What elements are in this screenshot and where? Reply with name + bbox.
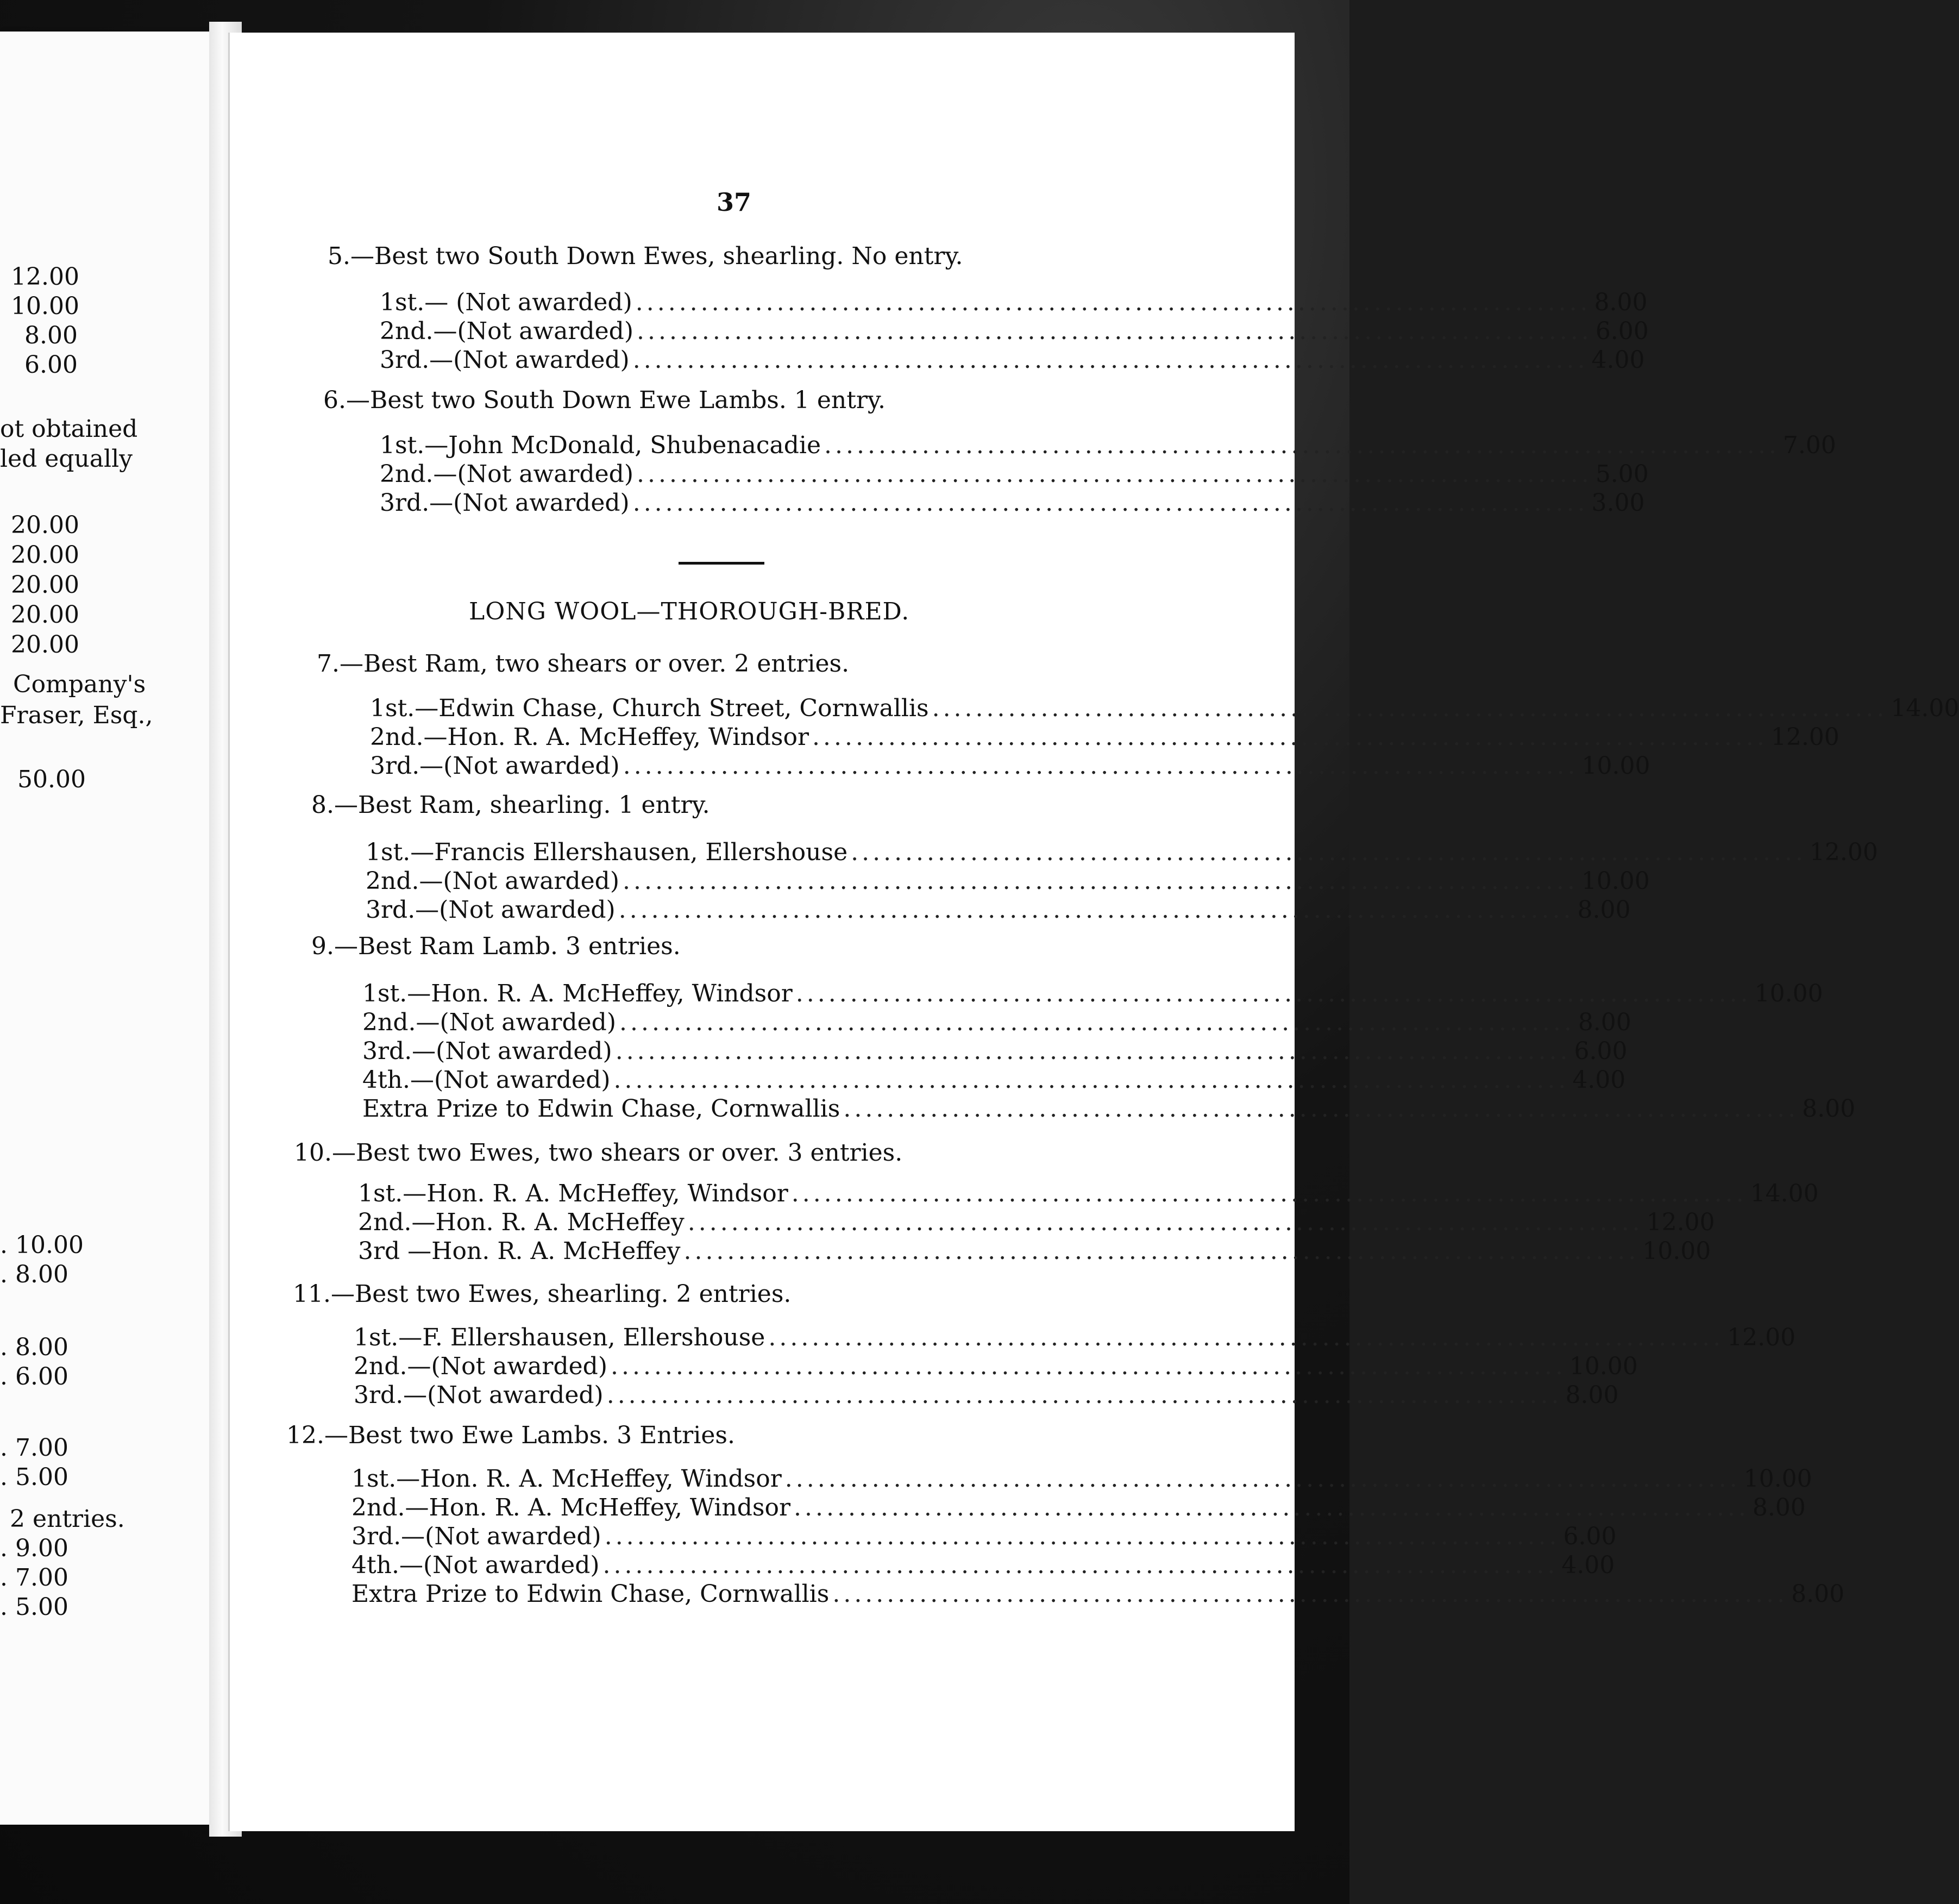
prize-label: 2nd.—(Not awarded) [354, 1352, 608, 1380]
prize-entry: 2nd.—(Not awarded) ........................................................................................ 10.00 [354, 1352, 1638, 1380]
prize-entry: 4th.—(Not awarded) ........................................................................................ 4.00 [362, 1066, 1626, 1094]
left-line: Company's [13, 671, 146, 698]
prize-amount: 8.00 [1802, 1095, 1856, 1123]
prize-entry: 1st.— (Not awarded) ........................................................................................ 8.00 [380, 289, 1648, 316]
prize-label: 3rd.—(Not awarded) [362, 1037, 612, 1065]
left-line: . 6.00 [0, 1363, 68, 1391]
prize-amount: 8.00 [1577, 896, 1631, 924]
prize-entry: 4th.—(Not awarded) ........................................................................................ 4.00 [351, 1551, 1615, 1579]
prize-entry: Extra Prize to Edwin Chase, Cornwallis ........................................................................................ 8.00 [351, 1580, 1845, 1608]
prize-amount: 4.00 [1591, 346, 1645, 374]
left-line: . 10.00 [0, 1231, 84, 1259]
prize-entry: 3rd.—(Not awarded) ........................................................................................ 10.00 [370, 752, 1650, 780]
prize-amount: 8.00 [1594, 289, 1648, 316]
left-line: . 5.00 [0, 1593, 68, 1621]
class-title: 8.—Best Ram, shearling. 1 entry. [311, 791, 710, 819]
left-line: 2 entries. [10, 1505, 125, 1533]
left-line: 20.00 [11, 571, 79, 599]
prize-entry: 3rd.—(Not awarded) ........................................................................................ 3.00 [380, 489, 1645, 517]
prize-label: 2nd.—(Not awarded) [380, 317, 634, 345]
prize-amount: 14.00 [1891, 694, 1959, 722]
prize-label: 3rd —Hon. R. A. McHeffey [358, 1237, 681, 1265]
prize-label: 1st.—Francis Ellershausen, Ellershouse [366, 838, 848, 866]
left-line: 20.00 [11, 541, 79, 569]
left-line: Fraser, Esq., [0, 702, 153, 729]
prize-amount: 10.00 [1743, 1465, 1812, 1493]
prize-entry: 1st.—Hon. R. A. McHeffey, Windsor ........................................................................................ 10.00 [362, 980, 1823, 1007]
prize-amount: 12.00 [1727, 1324, 1796, 1351]
prize-label: 3rd.—(Not awarded) [380, 489, 630, 517]
prize-entry: 3rd.—(Not awarded) ........................................................................................ 4.00 [380, 346, 1645, 374]
prize-entry: 2nd.—Hon. R. A. McHeffey ........................................................................................ 12.00 [358, 1208, 1715, 1236]
section-heading: LONG WOOL—THOROUGH-BRED. [469, 598, 910, 625]
prize-amount: 6.00 [1595, 317, 1649, 345]
prize-label: 2nd.—(Not awarded) [362, 1009, 617, 1036]
left-line: 50.00 [17, 766, 86, 793]
left-line: 6.00 [24, 351, 78, 379]
prize-amount: 10.00 [1569, 1352, 1638, 1380]
prize-entry: 3rd.—(Not awarded) ........................................................................................ 8.00 [354, 1381, 1619, 1409]
prize-label: 3rd.—(Not awarded) [370, 752, 620, 780]
prize-amount: 8.00 [1565, 1381, 1619, 1409]
prize-entry: 3rd —Hon. R. A. McHeffey ........................................................................................ 10.00 [358, 1237, 1711, 1265]
left-line: 20.00 [11, 601, 79, 629]
left-line: . 8.00 [0, 1333, 68, 1361]
left-line: 8.00 [24, 322, 78, 349]
prize-label: 3rd.—(Not awarded) [380, 346, 630, 374]
prize-amount: 10.00 [1754, 980, 1823, 1007]
prize-label: 3rd.—(Not awarded) [354, 1381, 604, 1409]
prize-label: 1st.—Edwin Chase, Church Street, Cornwallis [370, 694, 929, 722]
class-title: 6.—Best two South Down Ewe Lambs. 1 entry. [323, 386, 886, 414]
left-line: ot obtained [0, 415, 138, 443]
prize-label: Extra Prize to Edwin Chase, Cornwallis [362, 1095, 840, 1123]
prize-amount: 10.00 [1642, 1237, 1711, 1265]
left-line: . 9.00 [0, 1535, 68, 1562]
prize-label: 1st.—John McDonald, Shubenacadie [380, 431, 821, 459]
prize-label: 2nd.—(Not awarded) [366, 867, 620, 895]
prize-entry: 1st.—Edwin Chase, Church Street, Cornwallis ........................................................................................ 14.00 [370, 694, 1959, 722]
prize-label: 2nd.—(Not awarded) [380, 460, 634, 488]
prize-amount: 3.00 [1591, 489, 1645, 517]
prize-label: 1st.— (Not awarded) [380, 289, 632, 316]
left-line: 12.00 [11, 263, 79, 291]
prize-entry: 1st.—John McDonald, Shubenacadie ........................................................................................ 7.00 [380, 431, 1836, 459]
prize-entry: 1st.—F. Ellershausen, Ellershouse ........................................................................................ 12.00 [354, 1324, 1796, 1351]
prize-amount: 7.00 [1782, 431, 1836, 459]
prize-label: 4th.—(Not awarded) [362, 1066, 611, 1094]
prize-entry: 1st.—Hon. R. A. McHeffey, Windsor ........................................................................................ 14.00 [358, 1180, 1819, 1207]
prize-amount: 12.00 [1809, 838, 1878, 866]
prize-amount: 8.00 [1752, 1494, 1806, 1521]
class-title: 10.—Best two Ewes, two shears or over. 3 entries. [294, 1139, 903, 1167]
prize-entry: 2nd.—(Not awarded) ........................................................................................ 10.00 [366, 867, 1650, 895]
prize-entry: 3rd.—(Not awarded) ........................................................................................ 6.00 [362, 1037, 1628, 1065]
previous-page-fragment [0, 32, 209, 1825]
prize-label: 4th.—(Not awarded) [351, 1551, 600, 1579]
prize-entry: 3rd.—(Not awarded) ........................................................................................ 8.00 [366, 896, 1631, 924]
left-line: . 5.00 [0, 1463, 68, 1491]
prize-label: 1st.—Hon. R. A. McHeffey, Windsor [358, 1180, 788, 1207]
prize-label: 2nd.—Hon. R. A. McHeffey [358, 1208, 685, 1236]
left-line: . 7.00 [0, 1564, 68, 1592]
prize-amount: 5.00 [1595, 460, 1649, 488]
main-page [228, 33, 1959, 1831]
prize-amount: 8.00 [1791, 1580, 1845, 1608]
section-rule [679, 562, 764, 565]
prize-label: 2nd.—Hon. R. A. McHeffey, Windsor [370, 723, 809, 751]
prize-entry: 1st.—Francis Ellershausen, Ellershouse ........................................................................................ 12.00 [366, 838, 1878, 866]
prize-label: Extra Prize to Edwin Chase, Cornwallis [351, 1580, 830, 1608]
prize-amount: 4.00 [1572, 1066, 1626, 1094]
prize-entry: 2nd.—Hon. R. A. McHeffey, Windsor ........................................................................................ 8.00 [351, 1494, 1806, 1521]
prize-entry: 2nd.—(Not awarded) ........................................................................................ 5.00 [380, 460, 1649, 488]
left-line: 10.00 [11, 292, 79, 320]
prize-label: 1st.—Hon. R. A. McHeffey, Windsor [351, 1465, 782, 1493]
left-line: 20.00 [11, 631, 79, 659]
prize-label: 3rd.—(Not awarded) [366, 896, 616, 924]
prize-amount: 6.00 [1574, 1037, 1628, 1065]
prize-entry: 2nd.—Hon. R. A. McHeffey, Windsor ........................................................................................ 12.00 [370, 723, 1839, 751]
prize-label: 1st.—Hon. R. A. McHeffey, Windsor [362, 980, 793, 1007]
left-line: 20.00 [11, 511, 79, 539]
prize-amount: 10.00 [1581, 867, 1650, 895]
class-title: 9.—Best Ram Lamb. 3 entries. [311, 932, 681, 960]
prize-entry: 2nd.—(Not awarded) ........................................................................................ 8.00 [362, 1009, 1631, 1036]
prize-amount: 4.00 [1561, 1551, 1615, 1579]
left-line: . 7.00 [0, 1434, 68, 1462]
prize-amount: 12.00 [1770, 723, 1839, 751]
prize-entry: 1st.—Hon. R. A. McHeffey, Windsor ........................................................................................ 10.00 [351, 1465, 1812, 1493]
class-title: 7.—Best Ram, two shears or over. 2 entries. [317, 650, 850, 678]
left-line: . 8.00 [0, 1261, 68, 1288]
prize-entry: 2nd.—(Not awarded) ........................................................................................ 6.00 [380, 317, 1649, 345]
class-title: 11.—Best two Ewes, shearling. 2 entries. [293, 1280, 792, 1308]
prize-amount: 10.00 [1581, 752, 1650, 780]
prize-amount: 14.00 [1750, 1180, 1819, 1207]
page-number: 37 [717, 187, 752, 217]
prize-label: 1st.—F. Ellershausen, Ellershouse [354, 1324, 765, 1351]
class-title: 12.—Best two Ewe Lambs. 3 Entries. [286, 1421, 735, 1449]
prize-amount: 12.00 [1646, 1208, 1715, 1236]
prize-entry: Extra Prize to Edwin Chase, Cornwallis ........................................................................................ 8.00 [362, 1095, 1856, 1123]
prize-label: 3rd.—(Not awarded) [351, 1523, 601, 1550]
left-line: led equally [0, 445, 133, 473]
class-title: 5.—Best two South Down Ewes, shearling. No entry. [328, 242, 963, 270]
prize-amount: 6.00 [1563, 1523, 1617, 1550]
prize-label: 2nd.—Hon. R. A. McHeffey, Windsor [351, 1494, 791, 1521]
prize-amount: 8.00 [1578, 1009, 1631, 1036]
prize-entry: 3rd.—(Not awarded) ........................................................................................ 6.00 [351, 1523, 1617, 1550]
